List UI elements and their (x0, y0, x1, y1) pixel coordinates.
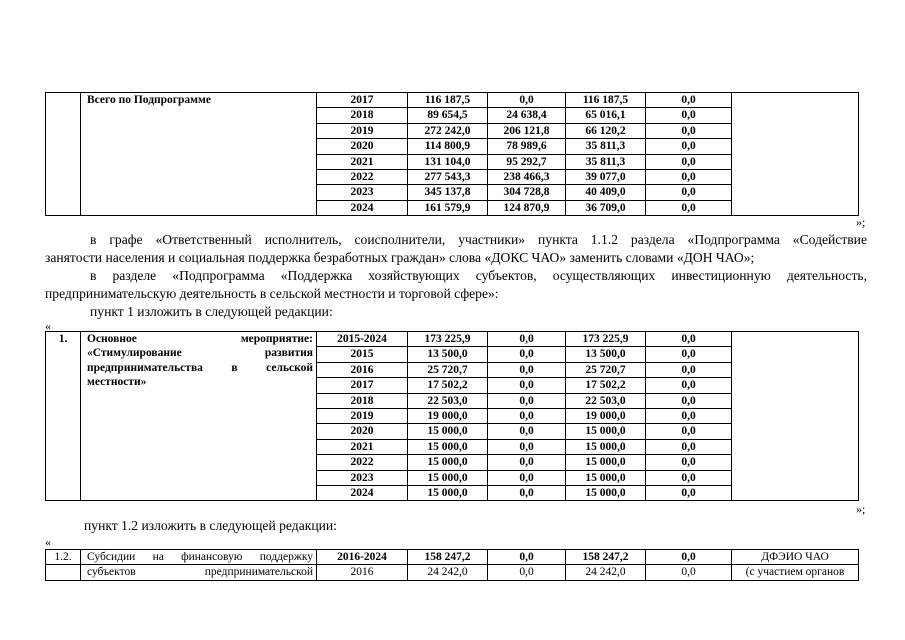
number-cell (46, 565, 81, 580)
total-cell: 89 654,5 (408, 108, 488, 123)
year-cell: 2015-2024 (317, 332, 408, 347)
table-row (46, 332, 859, 347)
federal-cell: 0,0 (488, 470, 566, 485)
okrug-cell: 15 000,0 (566, 455, 646, 470)
other-cell: 0,0 (646, 108, 732, 123)
year-cell: 2019 (317, 409, 408, 424)
okrug-cell: 15 000,0 (566, 470, 646, 485)
federal-cell: 0,0 (488, 455, 566, 470)
okrug-cell: 13 500,0 (566, 347, 646, 362)
responsible-cell: (с участием органов (732, 565, 859, 580)
other-cell: 0,0 (646, 393, 732, 408)
other-cell: 0,0 (646, 470, 732, 485)
federal-cell: 304 728,8 (488, 185, 566, 200)
other-cell: 0,0 (646, 362, 732, 377)
year-cell: 2017 (317, 378, 408, 393)
okrug-cell: 66 120,2 (566, 123, 646, 138)
year-cell: 2020 (317, 139, 408, 154)
other-cell: 0,0 (646, 455, 732, 470)
other-cell: 0,0 (646, 332, 732, 347)
year-cell: 2017 (317, 93, 408, 108)
other-cell: 0,0 (646, 424, 732, 439)
federal-cell: 0,0 (488, 93, 566, 108)
other-cell: 0,0 (646, 123, 732, 138)
closing-quote: »; (856, 215, 866, 229)
table-row (46, 565, 859, 580)
okrug-cell: 173 225,9 (566, 332, 646, 347)
year-cell: 2016 (317, 362, 408, 377)
other-cell: 0,0 (646, 550, 732, 565)
total-cell: 173 225,9 (408, 332, 488, 347)
okrug-cell: 39 077,0 (566, 170, 646, 185)
year-cell: 2023 (317, 185, 408, 200)
closing-quote: »; (856, 502, 866, 516)
responsible-cell: ДФЭИО ЧАО (732, 550, 859, 565)
opening-quote: « (45, 319, 51, 333)
okrug-cell: 116 187,5 (566, 93, 646, 108)
year-cell: 2015 (317, 347, 408, 362)
year-cell: 2023 (317, 470, 408, 485)
federal-cell: 0,0 (488, 378, 566, 393)
total-cell: 131 104,0 (408, 154, 488, 169)
year-cell: 2019 (317, 123, 408, 138)
okrug-cell: 35 811,3 (566, 139, 646, 154)
number-cell: 1.2. (46, 550, 81, 565)
other-cell: 0,0 (646, 347, 732, 362)
other-cell: 0,0 (646, 170, 732, 185)
federal-cell: 238 466,3 (488, 170, 566, 185)
other-cell: 0,0 (646, 185, 732, 200)
other-cell: 0,0 (646, 409, 732, 424)
okrug-cell: 15 000,0 (566, 424, 646, 439)
okrug-cell: 40 409,0 (566, 185, 646, 200)
year-cell: 2016-2024 (317, 550, 408, 565)
okrug-cell: 36 709,0 (566, 200, 646, 215)
total-cell: 277 543,3 (408, 170, 488, 185)
federal-cell: 0,0 (488, 439, 566, 454)
amendment-paragraph-line: занятости населения и социальная поддержка безработных граждан» слова «ДОКС ЧАО» заменить словами «ДОН ЧАО»; (45, 250, 755, 265)
federal-cell: 0,0 (488, 486, 566, 501)
total-cell: 15 000,0 (408, 455, 488, 470)
activity-name-cell (81, 332, 317, 501)
amendment-paragraph-line: в разделе «Подпрограмма «Поддержка хозяйствующих субъектов, осуществляющих инвестиционную деятельность, (90, 268, 867, 283)
year-cell: 2021 (317, 439, 408, 454)
federal-cell: 206 121,8 (488, 123, 566, 138)
federal-cell: 78 989,6 (488, 139, 566, 154)
activity-name-line: «Стимулирование развития (87, 347, 313, 360)
activity-name-line: местности» (87, 376, 147, 389)
okrug-cell: 65 016,1 (566, 108, 646, 123)
federal-cell: 0,0 (488, 565, 566, 580)
federal-cell: 0,0 (488, 550, 566, 565)
okrug-cell: 24 242,0 (566, 565, 646, 580)
okrug-cell: 22 503,0 (566, 393, 646, 408)
federal-cell: 0,0 (488, 409, 566, 424)
subsidy-name-line: субъектов предпринимательской (81, 565, 317, 580)
amendment-paragraph-line: в графе «Ответственный исполнитель, соисполнители, участники» пункта 1.1.2 раздела «Подпрограмма «Содействие (90, 232, 867, 247)
okrug-cell: 35 811,3 (566, 154, 646, 169)
total-cell: 114 800,9 (408, 139, 488, 154)
federal-cell: 95 292,7 (488, 154, 566, 169)
total-cell: 17 502,2 (408, 378, 488, 393)
opening-quote: « (45, 535, 51, 549)
year-cell: 2022 (317, 170, 408, 185)
total-cell: 15 000,0 (408, 486, 488, 501)
subsidy-name-line: Субсидии на финансовую поддержку (81, 550, 317, 565)
other-cell: 0,0 (646, 565, 732, 580)
total-cell: 19 000,0 (408, 409, 488, 424)
total-cell: 13 500,0 (408, 347, 488, 362)
responsible-cell (732, 332, 859, 501)
total-cell: 272 242,0 (408, 123, 488, 138)
amendment-paragraph-line: предпринимательскую деятельность в сельской местности и торговой сфере»: (45, 286, 499, 301)
year-cell: 2020 (317, 424, 408, 439)
year-cell: 2018 (317, 108, 408, 123)
federal-cell: 0,0 (488, 332, 566, 347)
other-cell: 0,0 (646, 93, 732, 108)
year-cell: 2018 (317, 393, 408, 408)
year-cell: 2022 (317, 455, 408, 470)
amendment-paragraph-line: пункт 1 изложить в следующей редакции: (90, 304, 333, 319)
total-cell: 15 000,0 (408, 424, 488, 439)
total-cell: 158 247,2 (408, 550, 488, 565)
okrug-cell: 17 502,2 (566, 378, 646, 393)
year-cell: 2021 (317, 154, 408, 169)
number-cell (46, 93, 81, 216)
total-cell: 345 137,8 (408, 185, 488, 200)
year-cell: 2024 (317, 486, 408, 501)
other-cell: 0,0 (646, 154, 732, 169)
total-cell: 15 000,0 (408, 439, 488, 454)
subsidy-table (45, 549, 859, 581)
federal-cell: 0,0 (488, 424, 566, 439)
federal-cell: 124 870,9 (488, 200, 566, 215)
total-cell: 15 000,0 (408, 470, 488, 485)
other-cell: 0,0 (646, 378, 732, 393)
responsible-cell (732, 93, 859, 216)
activity-name-line: предпринимательства в сельской (87, 361, 313, 374)
number-cell: 1. (46, 332, 81, 501)
okrug-cell: 15 000,0 (566, 486, 646, 501)
table-row (46, 93, 859, 108)
total-cell: 25 720,7 (408, 362, 488, 377)
subprogram-total-table (45, 92, 859, 216)
other-cell: 0,0 (646, 200, 732, 215)
okrug-cell: 25 720,7 (566, 362, 646, 377)
total-cell: 22 503,0 (408, 393, 488, 408)
amendment-paragraph-line: пункт 1.2 изложить в следующей редакции: (84, 518, 337, 533)
year-cell: 2024 (317, 200, 408, 215)
okrug-cell: 15 000,0 (566, 439, 646, 454)
okrug-cell: 158 247,2 (566, 550, 646, 565)
total-cell: 161 579,9 (408, 200, 488, 215)
activity-name-line: Основное мероприятие: (87, 333, 313, 345)
other-cell: 0,0 (646, 139, 732, 154)
federal-cell: 0,0 (488, 362, 566, 377)
other-cell: 0,0 (646, 439, 732, 454)
table-row (46, 550, 859, 565)
year-cell: 2016 (317, 565, 408, 580)
total-cell: 116 187,5 (408, 93, 488, 108)
total-cell: 24 242,0 (408, 565, 488, 580)
federal-cell: 24 638,4 (488, 108, 566, 123)
federal-cell: 0,0 (488, 393, 566, 408)
okrug-cell: 19 000,0 (566, 409, 646, 424)
other-cell: 0,0 (646, 486, 732, 501)
federal-cell: 0,0 (488, 347, 566, 362)
main-activity-table (45, 331, 859, 501)
subprogram-total-label: Всего по Подпрограмме (81, 93, 317, 216)
